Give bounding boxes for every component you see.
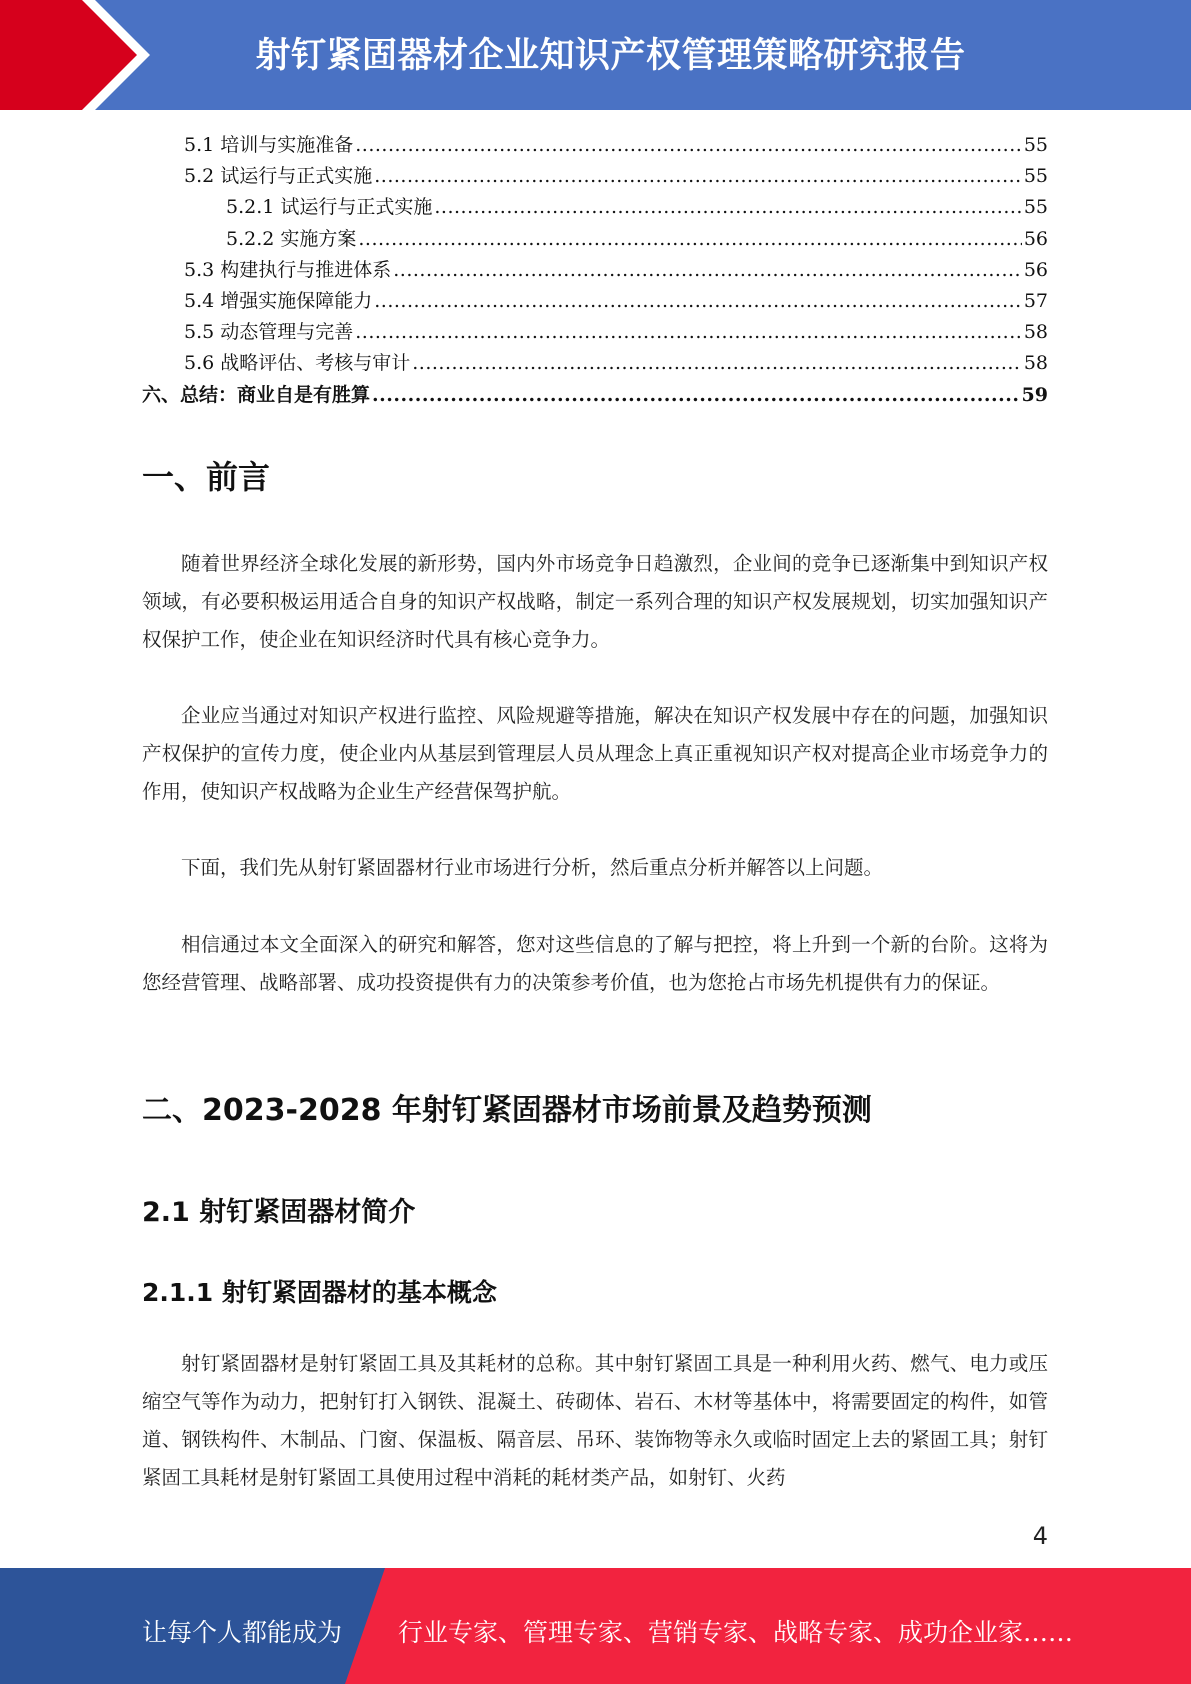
toc-entry[interactable] [142, 224, 1048, 255]
paragraph: 下面，我们先从射钉紧固器材行业市场进行分析，然后重点分析并解答以上问题。 [181, 856, 884, 879]
toc-entry-page: 59 [1021, 383, 1048, 406]
toc-entry-label: 5.6 战略评估、考核与审计 [184, 352, 411, 375]
toc-dot-leader [355, 134, 1022, 156]
toc-entry[interactable] [142, 317, 1048, 348]
toc-entry[interactable] [142, 130, 1048, 161]
toc-entry[interactable] [142, 255, 1048, 286]
footer-slogan-left: 让每个人都能成为 [142, 1618, 343, 1647]
toc-entry-label: 5.5 动态管理与完善 [184, 321, 354, 344]
toc-entry[interactable] [142, 286, 1048, 317]
paragraph: 随着世界经济全球化发展的新形势，国内外市场竞争日趋激烈，企业间的竞争已逐渐集中到知识产权领域，有必要积极运用适合自身的知识产权战略，制定一系列合理的知识产权发展规划，切实加强知识产权保护工作，使企业在知识经济时代具有核心竞争力。 [142, 552, 1048, 651]
paragraph: 企业应当通过对知识产权进行监控、风险规避等措施，解决在知识产权发展中存在的问题，加强知识产权保护的宣传力度，使企业内从基层到管理层人员从理念上真正重视知识产权对提高企业市场竞争力的作用，使知识产权战略为企业生产经营保驾护航。 [142, 704, 1048, 803]
toc-entry-page: 56 [1023, 258, 1048, 281]
toc-entry-label: 5.2.2 实施方案 [226, 227, 357, 250]
table-of-contents [142, 130, 1048, 411]
section-heading-market-outlook: 二、2023-2028 年射钉紧固器材市场前景及趋势预测 [142, 1093, 872, 1128]
page-footer-banner [0, 1568, 1191, 1684]
toc-entry-page: 55 [1023, 165, 1048, 188]
toc-entry-page: 55 [1023, 196, 1048, 219]
toc-dot-leader [374, 165, 1022, 187]
toc-entry-label: 5.1 培训与实施准备 [184, 134, 354, 156]
paragraph: 相信通过本文全面深入的研究和解答，您对这些信息的了解与把控，将上升到一个新的台阶。这将为您经营管理、战略部署、成功投资提供有力的决策参考价值，也为您抢占市场先机提供有力的保证。 [142, 933, 1048, 994]
toc-dot-leader [434, 196, 1021, 218]
toc-dot-leader [355, 321, 1022, 343]
toc-entry-label: 5.2 试运行与正式实施 [184, 165, 373, 188]
section-heading-preface: 一、前言 [142, 458, 271, 496]
toc-entry-label: 5.4 增强实施保障能力 [184, 289, 373, 312]
report-title: 射钉紧固器材企业知识产权管理策略研究报告 [255, 36, 966, 76]
page-number: 4 [1032, 1522, 1048, 1550]
toc-entry[interactable] [142, 161, 1048, 192]
toc-entry-page: 55 [1023, 134, 1048, 156]
page-header-banner [0, 0, 1191, 110]
toc-entry-page: 56 [1023, 227, 1048, 250]
toc-entry-page: 58 [1023, 352, 1048, 375]
toc-entry-label: 六、总结：商业自是有胜算 [142, 383, 371, 406]
toc-dot-leader [412, 352, 1022, 374]
toc-entry-label: 5.3 构建执行与推进体系 [184, 258, 392, 281]
toc-dot-leader [358, 228, 1021, 250]
toc-dot-leader [393, 259, 1022, 281]
toc-entry-label: 5.2.1 试运行与正式实施 [226, 196, 433, 219]
toc-entry-page: 57 [1023, 289, 1048, 312]
toc-entry[interactable] [142, 380, 1048, 411]
toc-entry[interactable] [142, 192, 1048, 223]
toc-entry[interactable] [142, 348, 1048, 379]
toc-entry-page: 58 [1023, 321, 1048, 344]
subsection-heading: 2.1 射钉紧固器材简介 [142, 1197, 416, 1228]
footer-slogan-right: 行业专家、管理专家、营销专家、战略专家、成功企业家…… [398, 1618, 1074, 1647]
subsubsection-heading: 2.1.1 射钉紧固器材的基本概念 [142, 1278, 497, 1307]
paragraph: 射钉紧固器材是射钉紧固工具及其耗材的总称。其中射钉紧固工具是一种利用火药、燃气、电力或压缩空气等作为动力，把射钉打入钢铁、混凝土、砖砌体、岩石、木材等基体中，将需要固定的构件，如管道、钢铁构件、木制品、门窗、保温板、隔音层、吊环、装饰物等永久或临时固定上去的紧固工具；射钉紧固工具耗材是射钉紧固工具使用过程中消耗的耗材类产品，如射钉、火药 [142, 1352, 1048, 1489]
toc-dot-leader [374, 290, 1022, 312]
toc-dot-leader [372, 384, 1020, 406]
